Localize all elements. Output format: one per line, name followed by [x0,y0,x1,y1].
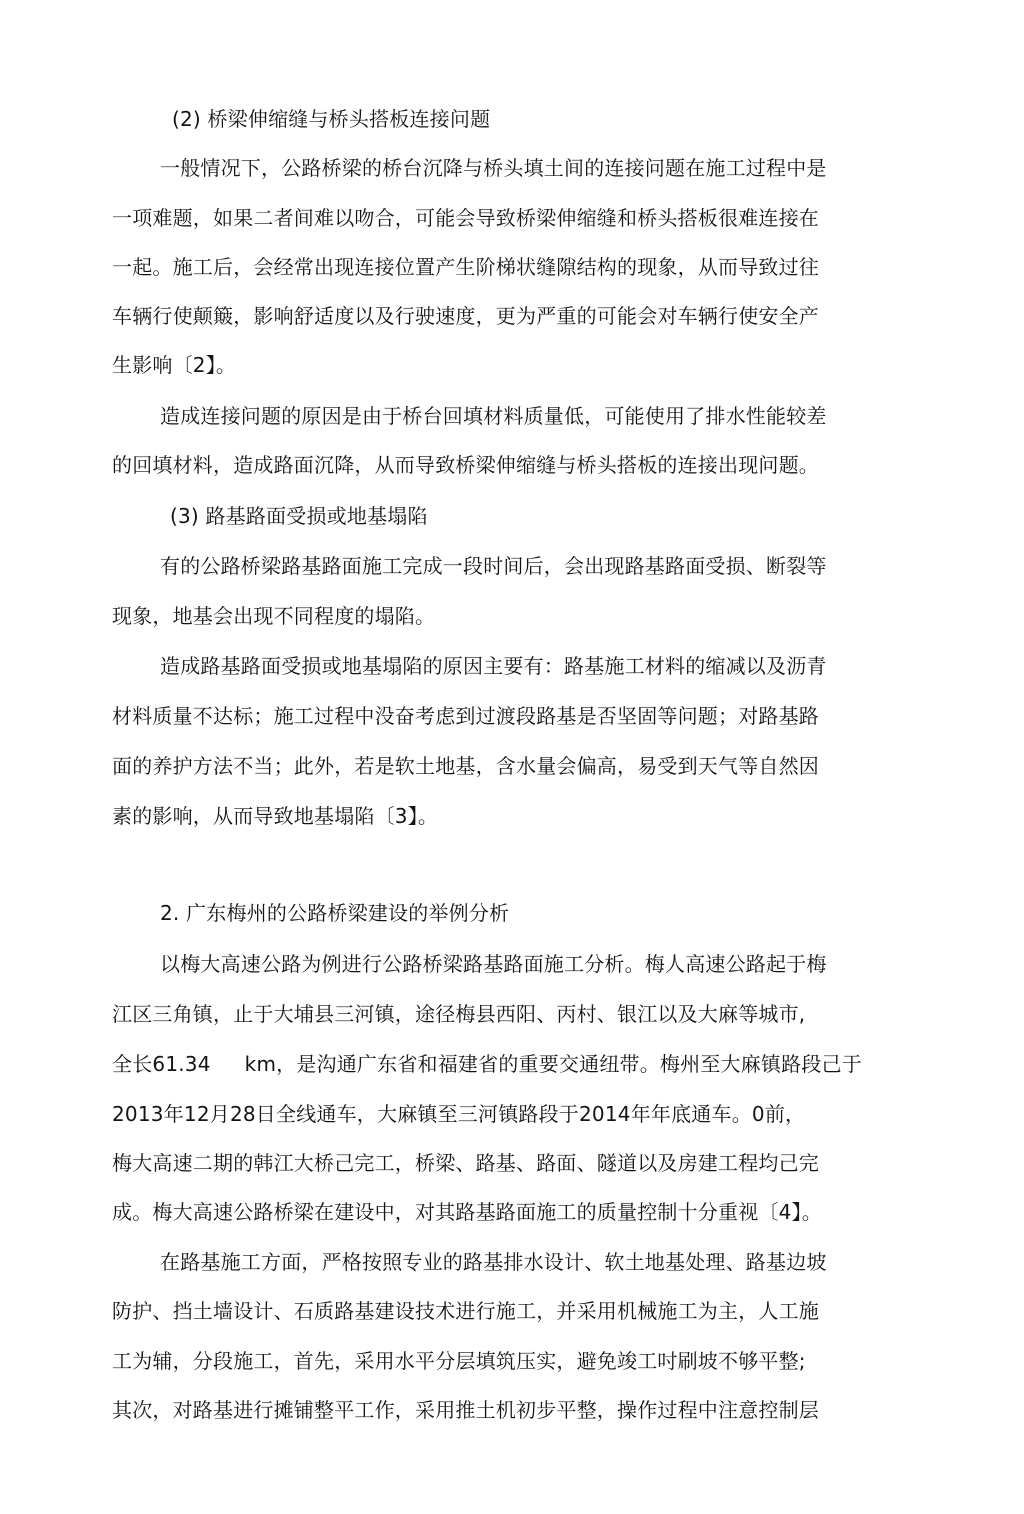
paragraph-line: 现象，地基会出现不同程度的塌陷。 [112,604,436,628]
subheading-2: (2) 桥梁伸缩缝与桥头搭板连接问题 [172,107,491,131]
paragraph-line: 梅大高速二期的韩江大桥己完工，桥梁、路基、路面、隧道以及房建工程均己完 [112,1151,819,1175]
paragraph-line: 造成连接问题的原因是由于桥台回填材料质量低，可能使用了排水性能较差 [160,404,827,428]
paragraph-line: 一般情况下，公路桥梁的桥台沉降与桥头填土间的连接问题在施工过程中是 [160,156,827,180]
paragraph-line: 素的影响，从而导致地基塌陷〔3】。 [112,804,439,828]
paragraph-line: 以梅大高速公路为例进行公路桥梁路基路面施工分析。梅人高速公路起于梅 [160,952,827,976]
paragraph-line: 工为辅，分段施工，首先，采用水平分层填筑压实，避免竣工吋刷坡不够平整; [112,1349,806,1373]
paragraph-line: 江区三角镇，止于大埔县三河镇，途径梅县西阳、丙村、银江以及大麻等城市, [112,1002,806,1026]
paragraph-line: 车辆行使颠簸，影响舒适度以及行驶速度，更为严重的可能会对车辆行使安全产 [112,304,819,328]
paragraph-line: 在路基施工方面，严格按照专业的路基排水设计、软土地基处理、路基边坡 [160,1250,827,1274]
section-heading: 2. 广东梅州的公路桥梁建设的举例分析 [160,901,510,925]
paragraph-line: 其次，对路基进行摊铺整平工作，采用推土机初步平整，操作过程中注意控制层 [112,1398,819,1422]
paragraph-line: 防护、挡土墙设计、石质路基建设技术进行施工，并采用机械施工为主，人工施 [112,1299,819,1323]
paragraph-line: 生影响〔2】。 [112,353,237,377]
paragraph-line: 的回填材料，造成路面沉降，从而导致桥梁伸缩缝与桥头搭板的连接出现问题。 [112,453,819,477]
length-value: 全长61.34 [112,1052,211,1076]
paragraph-line: 一起。施工后，会经常出现连接位置产生阶梯状缝隙结构的现象，从而导致过往 [112,255,819,279]
paragraph-line: 一项难题，如果二者间难以吻合，可能会导致桥梁伸缩缝和桥头搭板很难连接在 [112,206,819,230]
paragraph-line: 材料质量不达标；施工过程中没奋考虑到过渡段路基是否坚固等问题；对路基路 [112,704,819,728]
paragraph-line: 2013年12月28日全线通车，大麻镇至三河镇路段于2014年年底通车。0前， [112,1102,806,1126]
subheading-3: (3) 路基路面受损或地基塌陷 [170,504,428,528]
length-rest: km，是沟通广东省和福建省的重要交通纽带。梅州至大麻镇路段己于 [244,1052,862,1076]
paragraph-line: 有的公路桥梁路基路面施工完成一段时间后，会出现路基路面受损、断裂等 [160,554,827,578]
paragraph-line: 面的养护方法不当；此外，若是软土地基，含水量会偏高，易受到天气等自然因 [112,754,819,778]
paragraph-line: 造成路基路面受损或地基塌陷的原因主要有：路基施工材料的缩减以及沥青 [160,654,827,678]
paragraph-line [112,1048,862,1080]
paragraph-line: 成。梅大高速公路桥梁在建设中，对其路基路面施工的质量控制十分重视〔4】。 [112,1200,822,1224]
